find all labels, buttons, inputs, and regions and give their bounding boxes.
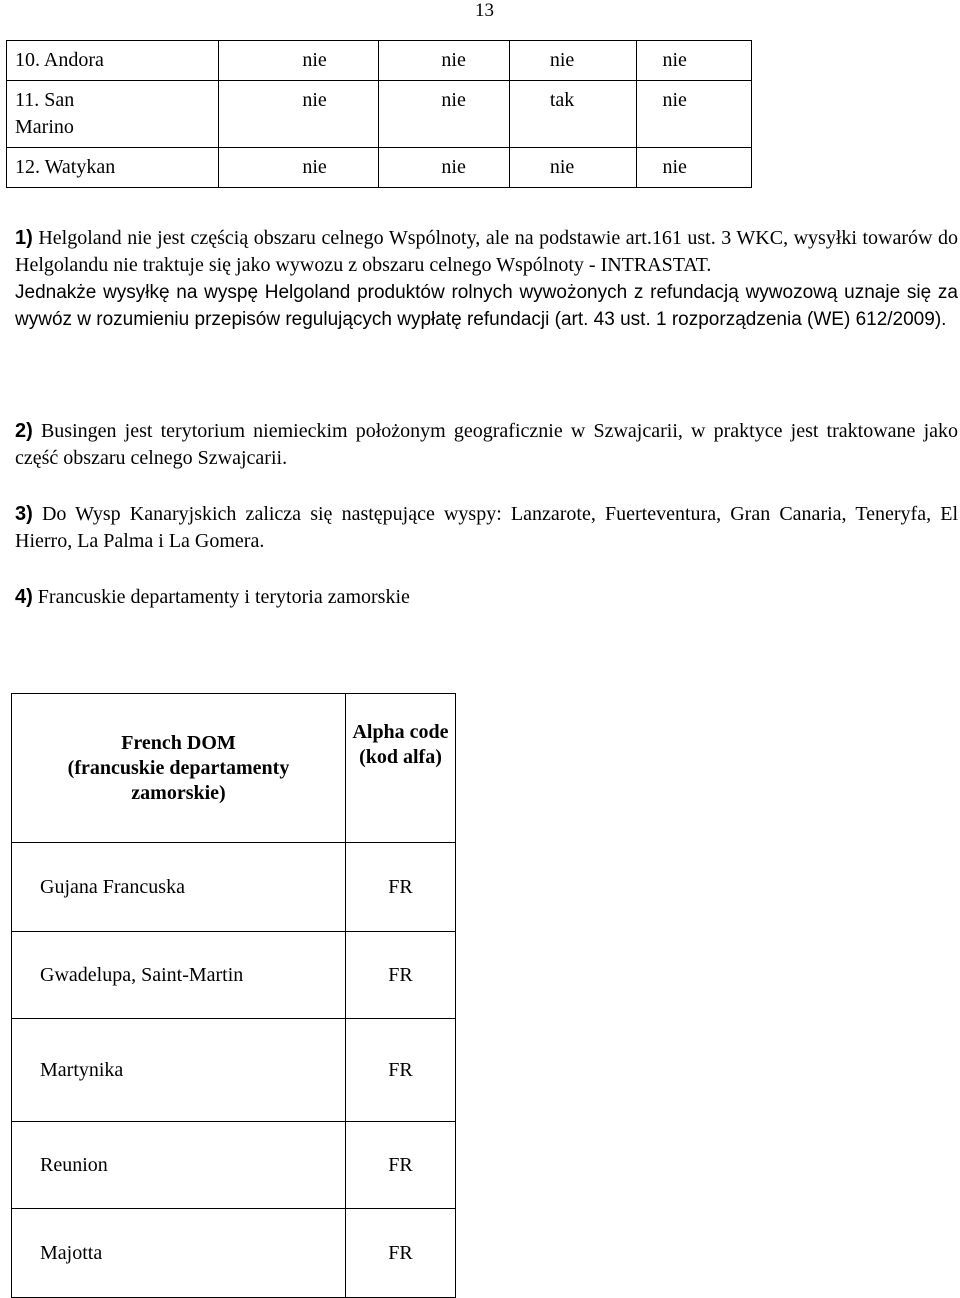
table-cell: FR [346, 1209, 456, 1298]
table-cell: nie [219, 148, 379, 188]
table-cell: nie [509, 41, 637, 81]
table-cell: Gwadelupa, Saint-Martin [12, 932, 346, 1019]
table-cell: Majotta [12, 1209, 346, 1298]
table-cell: nie [509, 148, 637, 188]
table-cell: nie [637, 148, 752, 188]
table-row [12, 1122, 456, 1209]
table-cell: 11. San Marino [7, 81, 219, 148]
note-4: 4) Francuskie departamenty i terytoria zamorskie [15, 586, 410, 608]
table-cell: nie [637, 81, 752, 148]
table-cell: nie [379, 148, 509, 188]
table-row [12, 1209, 456, 1298]
table-row [12, 843, 456, 932]
table-header-row [12, 694, 456, 843]
note-1-paragraph-a: 1) Helgoland nie jest częścią obszaru celnego Wspólnoty, ale na podstawie art.161 ust. 3 WKC, wysyłki towarów do Helgolandu nie traktuje się jako wywozu z obszaru celnego Wspólnoty - INTRASTAT. [15, 227, 959, 276]
table-cell: Martynika [12, 1019, 346, 1122]
table-row [7, 148, 752, 188]
table-cell: FR [346, 932, 456, 1019]
table-row [7, 81, 752, 148]
country-table [6, 40, 752, 188]
note-1 [15, 225, 958, 333]
column-header-alpha-code: Alpha code (kod alfa) [346, 694, 456, 843]
note-3: 3) Do Wysp Kanaryjskich zalicza się następujące wyspy: Lanzarote, Fuerteventura, Gran Canaria, Teneryfa, El Hierro, La Palma i La Gomera. [15, 503, 959, 552]
table-cell: 12. Watykan [7, 148, 219, 188]
table-row [12, 932, 456, 1019]
note-1-paragraph-b: Jednakże wysyłkę na wyspę Helgoland produktów rolnych wywożonych z refundacją wywozową uznaje się za wywóz w rozumieniu przepisów regulujących wypłatę refundacji (art. 43 ust. 1 rozporządzenia (WE) 612/2009). [15, 282, 958, 330]
table-cell: tak [509, 81, 637, 148]
table-cell: nie [379, 81, 509, 148]
table-cell: nie [379, 41, 509, 81]
page-number: 13 [475, 0, 494, 21]
table-cell: nie [219, 41, 379, 81]
table-cell: FR [346, 1122, 456, 1209]
note-2: 2) Busingen jest terytorium niemieckim położonym geograficznie w Szwajcarii, w praktyce jest traktowane jako część obszaru celnego Szwajcarii. [15, 420, 958, 469]
table-cell: Reunion [12, 1122, 346, 1209]
table-cell: FR [346, 843, 456, 932]
table-cell: Gujana Francuska [12, 843, 346, 932]
table-cell: FR [346, 1019, 456, 1122]
table-cell: nie [219, 81, 379, 148]
table-row [12, 1019, 456, 1122]
column-header-dom: French DOM (francuskie departamenty zamorskie) [12, 694, 346, 843]
table-cell: nie [637, 41, 752, 81]
french-dom-table [11, 693, 456, 1298]
table-row [7, 41, 752, 81]
table-cell: 10. Andora [7, 41, 219, 81]
